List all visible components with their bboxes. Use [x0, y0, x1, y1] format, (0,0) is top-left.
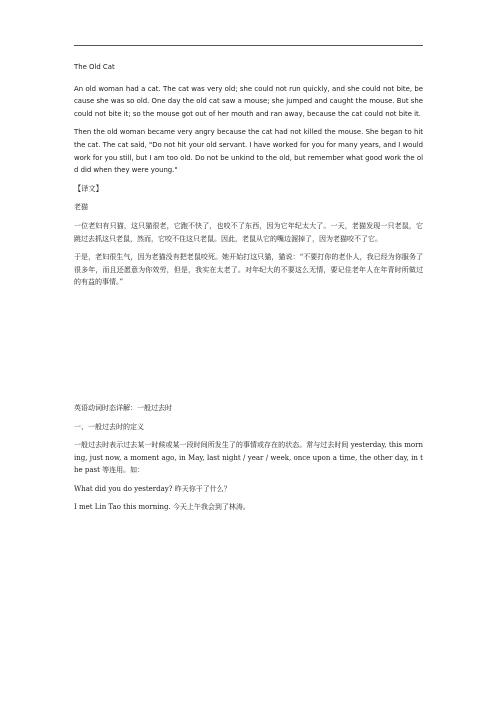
- story-title: The Old Cat: [74, 63, 115, 71]
- story-paragraph-2: Then the old woman became very angry because the cat had not killed the mouse. She began to hit the cat. The cat said, "Do not hit your old servant. I have worked for you for many years, and I would work for you still, but I am too old. Do not be unkind to the old, but remember what good work the old did when they were young.": [74, 128, 423, 175]
- grammar-example-2: I met Lin Tao this morning. 今天上午我会到了林涛。: [74, 503, 250, 512]
- translation-heading: 【译文】: [74, 183, 103, 193]
- story-paragraph-1: An old woman had a cat. The cat was very old; she could not run quickly, and she could not bite, because she was so old. One day the old cat saw a mouse; she jumped and caught the mouse. But she could not bite it; so the mouse got out of her mouth and ran away, because the cat could not bite it.: [74, 84, 423, 118]
- grammar-example-1: What did you do yesterday? 昨天你干了什么？: [74, 484, 231, 493]
- translation-paragraph-2: 于是，老妇很生气，因为老猫没有把老鼠咬死。她开始打这只猫，猫说：“不要打你的老仆人，我已经为你服务了很多年，而且还愿意为你效劳，但是，我实在太老了。对年纪大的不要这么无情，要记住老年人在年青时所做过的有益的事情。”: [74, 253, 423, 287]
- grammar-heading: 英语动词时态详解：一般过去时: [74, 403, 172, 412]
- blank-space: [74, 295, 423, 402]
- grammar-definition: 一般过去时表示过去某一时候或某一段时间所发生了的事情或存在的状态。常与过去时间 yesterday, this morning, just now, a moment ago, in May, last night / year / week, once upon a time, the other day, in the past 等连用。如：: [74, 441, 423, 475]
- header-rule: [74, 45, 423, 46]
- document-body: [74, 61, 423, 520]
- translation-paragraph-1: 一位老妇有只猫，这只猫很老，它跑不快了，也咬不了东西，因为它年纪太大了。一天，老猫发现一只老鼠，它跳过去抓这只老鼠，然而，它咬不住这只老鼠。因此，老鼠从它的嘴边溜掉了，因为老猫咬不了它。: [74, 221, 423, 243]
- grammar-section-1: 一、一般过去时的定义: [74, 422, 144, 431]
- translation-title: 老猫: [74, 203, 88, 212]
